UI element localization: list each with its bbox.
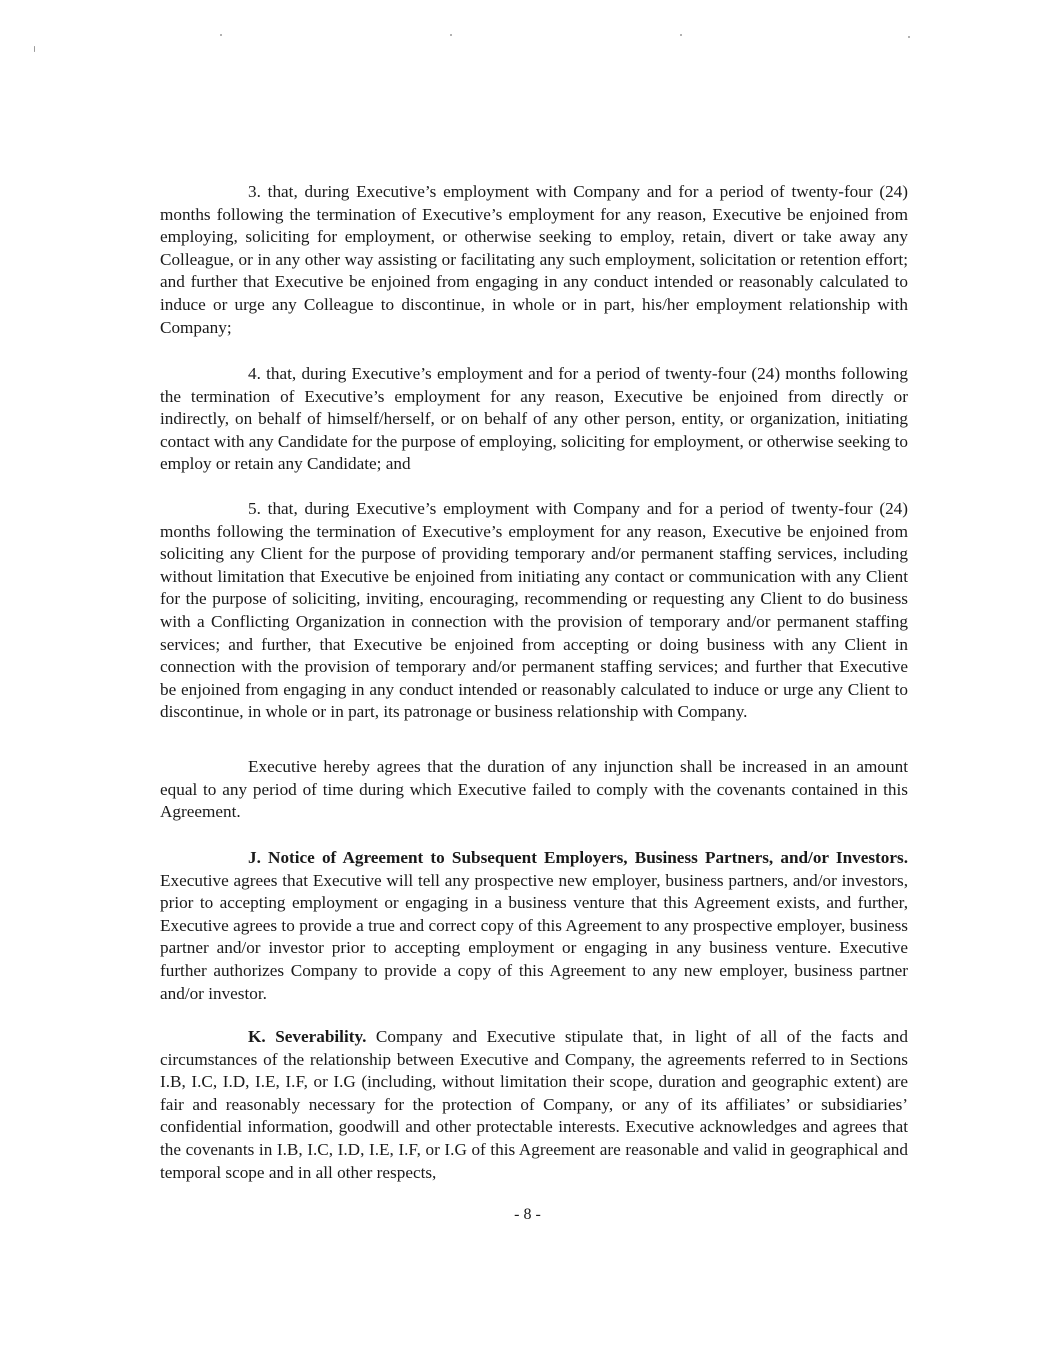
section-j-heading: J. Notice of Agreement to Subsequent Employers, Business Partners, and/or Investors.	[248, 848, 908, 867]
scan-speck	[908, 36, 910, 38]
section-j	[160, 847, 908, 1005]
section-j-paragraph	[160, 847, 908, 1005]
paragraph-item-3	[160, 181, 908, 339]
paragraph-text: 3. that, during Executive’s employment with Company and for a period of twenty-four (24) months following the termination of Executive’s employment for any reason, Executive be enjoined from employing, soliciting for employment, or otherwise seeking to employ, retain, divert or take away any Colleague, or in any other way assisting or facilitating any such employment, solicitation or retention effort; and further that Executive be enjoined from engaging in any conduct intended or reasonably calculated to induce or urge any Colleague to discontinue, in whole or in part, his/her employment relationship with Company;	[160, 182, 908, 337]
section-k	[160, 1026, 908, 1184]
scan-speck	[34, 46, 35, 52]
paragraph-item-5	[160, 498, 908, 724]
paragraph-text: 4. that, during Executive’s employment and for a period of twenty-four (24) months following the termination of Executive’s employment for any reason, Executive be enjoined from directly or indirectly, on behalf of himself/herself, or on behalf of any other person, entity, or organization, initiating contact with any Candidate for the purpose of employing, soliciting for employment, or otherwise seeking to employ or retain any Candidate; and	[160, 364, 908, 474]
page-number: - 8 -	[514, 1206, 541, 1223]
paragraph-text: Executive hereby agrees that the duration of any injunction shall be increased in an amount equal to any period of time during which Executive failed to comply with the covenants contained in this Agreement.	[160, 757, 908, 822]
section-j-body: Executive agrees that Executive will tell any prospective new employer, business partners, and/or investors, prior to accepting employment or engaging in a business venture that this Agreement exists, and further, Executive agrees to provide a true and correct copy of this Agreement to any prospective employer, business partner and/or investor prior to accepting employment or engaging in any business venture. Executive further authorizes Company to provide a copy of this Agreement to any new employer, business partner and/or investor.	[160, 870, 908, 1003]
section-k-paragraph	[160, 1026, 908, 1184]
scan-speck	[220, 34, 222, 36]
section-k-body: Company and Executive stipulate that, in light of all of the facts and circumstances of the relationship between Executive and Company, the agreements referred to in Sections I.B, I.C, I.D, I.E, I.F, or I.G (including, without limitation their scope, duration and geographic extent) are fair and reasonably necessary for the protection of Company, or any of its affiliates’ or subsidiaries’ confidential information, goodwill and other protectable interests. Executive acknowledges and agrees that the covenants in I.B, I.C, I.D, I.E, I.F, or I.G of this Agreement are reasonable and valid in geographical and temporal scope and in all other respects,	[160, 1027, 908, 1182]
section-k-heading: K. Severability.	[248, 1027, 367, 1046]
scan-speck	[680, 34, 682, 36]
paragraph-item-4	[160, 363, 908, 476]
scan-speck	[450, 34, 452, 36]
paragraph-injunction-duration	[160, 756, 908, 824]
paragraph-text: 5. that, during Executive’s employment with Company and for a period of twenty-four (24) months following the termination of Executive’s employment for any reason, Executive be enjoined from soliciting any Client for the purpose of providing temporary and/or permanent staffing services, including without limitation that Executive be enjoined from initiating any contact or communication with any Client for the purpose of soliciting, inviting, encouraging, recommending or requesting any Client to do business with a Conflicting Organization in connection with the provision of temporary and/or permanent staffing services; and further, that Executive be enjoined from accepting or doing business with any Client in connection with the provision of temporary and/or permanent staffing services; and further that Executive be enjoined from engaging in any conduct intended or reasonably calculated to induce or urge any Client to discontinue, in whole or in part, its patronage or business relationship with Company.	[160, 499, 908, 722]
